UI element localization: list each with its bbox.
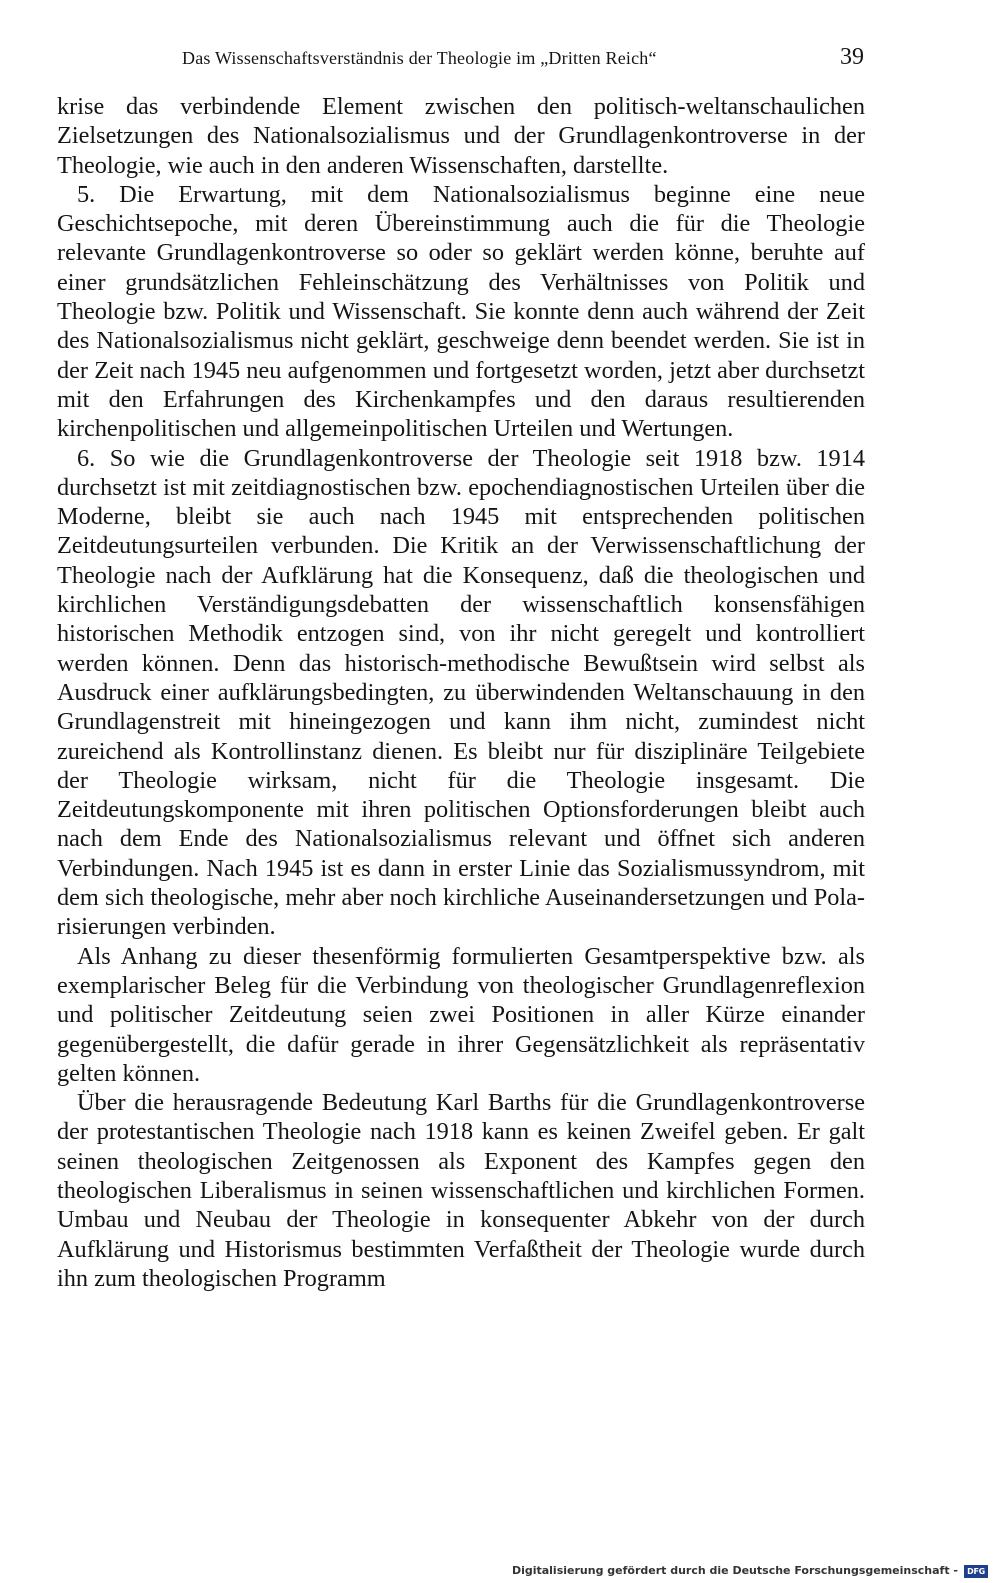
paragraph-continuation: krise das verbindende Element zwischen den politisch-weltanschaulichen Zielsetzungen des Nationalsozialismus und der Grundlagenkontroverse in der Theologie, wie auch in den anderen Wissenschaften, darstellte. xyxy=(57,93,865,179)
paragraph-appendix: Als Anhang zu dieser thesenförmig formulierten Gesamtperspektive bzw. als exemplarischer Beleg für die Verbindung von theologischer Grundlagenreflexion und politischer Zeitdeutung seien zwei Positionen in aller Kürze einander gegenübergestellt, die dafür gerade in ihrer Gegensätzlichkeit als repräsentativ gelten können. xyxy=(57,942,865,1087)
digitization-credit-text: Digitalisierung gefördert durch die Deutsche Forschungsgemeinschaft - xyxy=(511,1564,958,1577)
dfg-logo-icon: DFG xyxy=(964,1565,988,1578)
paragraph-karl-barth: Über die herausragende Bedeutung Karl Barths für die Grundlagenkontroverse der protestantischen Theologie nach 1918 kann es keinen Zweifel geben. Er galt seinen theologischen Zeitgenossen als Exponent des Kampfes gegen den theologischen Liberalismus in seinen wissenschaftlichen und kirchlichen Formen. Umbau und Neubau der Theologie in konsequenter Abkehr von der durch Aufklärung und Historismus bestimmten Verfaßtheit der Theologie wurde durch ihn zum theologischen Programm xyxy=(57,1089,865,1292)
paragraph-thesis-5: 5. Die Erwartung, mit dem Nationalsozialismus beginne eine neue Geschichtsepoche, mit deren Übereinstimmung auch die für die Theologie relevante Grundlagenkontroverse so oder so geklärt werden könne, beruhte auf einer grundsätzlichen Fehleinschätzung des Verhältnisses von Politik und Theologie bzw. Politik und Wissenschaft. Sie konnte denn auch während der Zeit des Nationalsozialismus nicht geklärt, geschweige denn beendet werden. Sie ist in der Zeit nach 1945 neu aufgenommen und fortgesetzt worden, jetzt aber durchsetzt mit den Erfahrungen des Kirchenkampfes und den daraus resultierenden kirchenpolitischen und allgemeinpolitischen Urteilen und Wertungen. xyxy=(57,180,865,443)
digitization-credit xyxy=(512,1564,958,1577)
page-number: 39 xyxy=(840,44,864,70)
running-head xyxy=(58,44,864,74)
paragraph-thesis-6: 6. So wie die Grundlagenkontroverse der Theologie seit 1918 bzw. 1914 durchsetzt ist mit zeitdiagnostischen bzw. epochendiagnostischen Urteilen über die Moderne, bleibt sie auch nach 1945 mit entsprechenden politischen Zeitdeutungsurteilen verbunden. Die Kritik an der Verwissenschaftlichung der Theologie nach der Aufklärung hat die Konsequenz, daß die theologischen und kirchlichen Verständigungsdebatten der wissenschaftlich konsensfähigen historischen Methodik entzogen sind, von ihr nicht geregelt und kontrolliert werden können. Denn das historisch-methodische Bewußtsein wird selbst als Ausdruck einer aufklärungsbedingten, zu überwindenden Weltanschauung in den Grundlagenstreit mit hineingezogen und kann ihm nicht, zumindest nicht zureichend als Kontrollinstanz dienen. Es bleibt nur für disziplinäre Teilgebiete der Theologie wirksam, nicht für die Theologie insgesamt. Die Zeitdeutungskomponente mit ihren politischen Optionsforderungen bleibt auch nach dem Ende des Nationalsozialismus relevant und öffnet sich anderen Verbindungen. Nach 1945 ist es dann in erster Linie das Sozialismussyndrom, mit dem sich theologische, mehr aber noch kirchliche Auseinandersetzungen und Polarisierungen verbinden. xyxy=(57,444,865,941)
body-text xyxy=(57,92,865,1293)
running-title: Das Wissenschaftsverständnis der Theologie im „Dritten Reich“ xyxy=(182,48,657,68)
